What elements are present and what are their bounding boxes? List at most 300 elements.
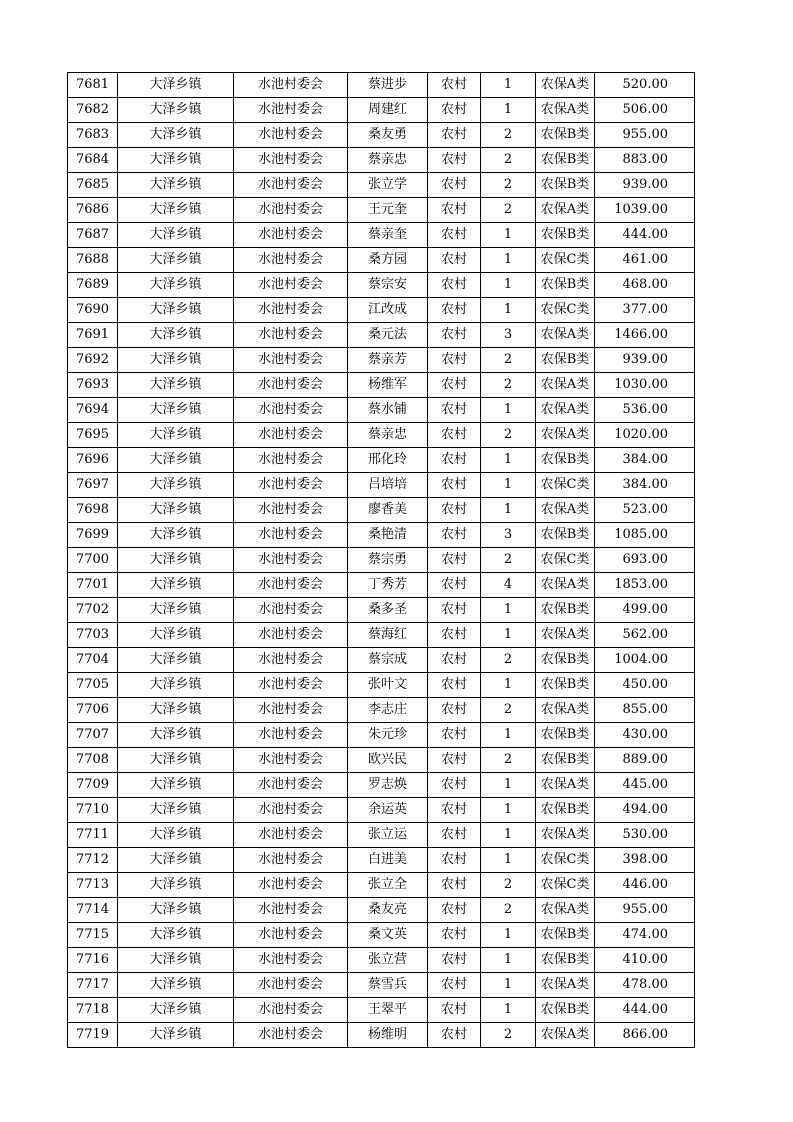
amount-cell: 478.00 [595, 973, 695, 998]
person-name-cell: 李志庄 [348, 698, 428, 723]
row-number-cell: 7711 [68, 823, 118, 848]
village-committee-cell: 水池村委会 [234, 173, 348, 198]
area-type-cell: 农村 [428, 848, 481, 873]
township-cell: 大泽乡镇 [118, 1023, 234, 1048]
township-cell: 大泽乡镇 [118, 673, 234, 698]
person-name-cell: 桑方园 [348, 248, 428, 273]
household-count-cell: 2 [481, 1023, 536, 1048]
township-cell: 大泽乡镇 [118, 373, 234, 398]
insurance-category-cell: 农保C类 [536, 298, 595, 323]
table-row [68, 648, 695, 673]
person-name-cell: 欧兴民 [348, 748, 428, 773]
village-committee-cell: 水池村委会 [234, 648, 348, 673]
village-committee-cell: 水池村委会 [234, 473, 348, 498]
household-count-cell: 1 [481, 823, 536, 848]
household-count-cell: 2 [481, 373, 536, 398]
insurance-category-cell: 农保B类 [536, 923, 595, 948]
household-count-cell: 2 [481, 173, 536, 198]
household-count-cell: 2 [481, 698, 536, 723]
insurance-category-cell: 农保A类 [536, 423, 595, 448]
table-row [68, 723, 695, 748]
area-type-cell: 农村 [428, 823, 481, 848]
household-count-cell: 1 [481, 773, 536, 798]
village-committee-cell: 水池村委会 [234, 248, 348, 273]
row-number-cell: 7685 [68, 173, 118, 198]
person-name-cell: 周建红 [348, 98, 428, 123]
person-name-cell: 丁秀芳 [348, 573, 428, 598]
village-committee-cell: 水池村委会 [234, 998, 348, 1023]
insurance-category-cell: 农保A类 [536, 373, 595, 398]
person-name-cell: 白进美 [348, 848, 428, 873]
household-count-cell: 1 [481, 923, 536, 948]
table-row [68, 973, 695, 998]
township-cell: 大泽乡镇 [118, 873, 234, 898]
table-row [68, 223, 695, 248]
insurance-category-cell: 农保B类 [536, 123, 595, 148]
row-number-cell: 7707 [68, 723, 118, 748]
insurance-category-cell: 农保A类 [536, 1023, 595, 1048]
township-cell: 大泽乡镇 [118, 223, 234, 248]
area-type-cell: 农村 [428, 948, 481, 973]
person-name-cell: 张立全 [348, 873, 428, 898]
row-number-cell: 7690 [68, 298, 118, 323]
area-type-cell: 农村 [428, 73, 481, 98]
area-type-cell: 农村 [428, 748, 481, 773]
amount-cell: 939.00 [595, 173, 695, 198]
village-committee-cell: 水池村委会 [234, 498, 348, 523]
insurance-category-cell: 农保A类 [536, 498, 595, 523]
row-number-cell: 7682 [68, 98, 118, 123]
row-number-cell: 7713 [68, 873, 118, 898]
township-cell: 大泽乡镇 [118, 123, 234, 148]
person-name-cell: 蔡雪兵 [348, 973, 428, 998]
table-row [68, 248, 695, 273]
township-cell: 大泽乡镇 [118, 573, 234, 598]
table-row [68, 673, 695, 698]
township-cell: 大泽乡镇 [118, 523, 234, 548]
area-type-cell: 农村 [428, 898, 481, 923]
person-name-cell: 张立学 [348, 173, 428, 198]
village-committee-cell: 水池村委会 [234, 623, 348, 648]
row-number-cell: 7697 [68, 473, 118, 498]
township-cell: 大泽乡镇 [118, 298, 234, 323]
insurance-category-cell: 农保A类 [536, 823, 595, 848]
village-committee-cell: 水池村委会 [234, 223, 348, 248]
table-row [68, 498, 695, 523]
row-number-cell: 7703 [68, 623, 118, 648]
area-type-cell: 农村 [428, 648, 481, 673]
area-type-cell: 农村 [428, 223, 481, 248]
person-name-cell: 王元奎 [348, 198, 428, 223]
amount-cell: 446.00 [595, 873, 695, 898]
table-row [68, 823, 695, 848]
household-count-cell: 2 [481, 123, 536, 148]
township-cell: 大泽乡镇 [118, 148, 234, 173]
village-committee-cell: 水池村委会 [234, 73, 348, 98]
row-number-cell: 7718 [68, 998, 118, 1023]
insurance-category-cell: 农保A类 [536, 898, 595, 923]
village-committee-cell: 水池村委会 [234, 423, 348, 448]
person-name-cell: 蔡水铺 [348, 398, 428, 423]
amount-cell: 536.00 [595, 398, 695, 423]
household-count-cell: 1 [481, 598, 536, 623]
township-cell: 大泽乡镇 [118, 73, 234, 98]
amount-cell: 1466.00 [595, 323, 695, 348]
household-count-cell: 2 [481, 348, 536, 373]
table-row [68, 148, 695, 173]
township-cell: 大泽乡镇 [118, 348, 234, 373]
row-number-cell: 7700 [68, 548, 118, 573]
row-number-cell: 7708 [68, 748, 118, 773]
village-committee-cell: 水池村委会 [234, 1023, 348, 1048]
village-committee-cell: 水池村委会 [234, 748, 348, 773]
village-committee-cell: 水池村委会 [234, 448, 348, 473]
area-type-cell: 农村 [428, 473, 481, 498]
person-name-cell: 廖香美 [348, 498, 428, 523]
table-row [68, 923, 695, 948]
person-name-cell: 蔡宗勇 [348, 548, 428, 573]
row-number-cell: 7699 [68, 523, 118, 548]
household-count-cell: 3 [481, 523, 536, 548]
table-row [68, 548, 695, 573]
insurance-category-cell: 农保A类 [536, 773, 595, 798]
amount-cell: 520.00 [595, 73, 695, 98]
insurance-category-cell: 农保A类 [536, 398, 595, 423]
table-row [68, 298, 695, 323]
village-committee-cell: 水池村委会 [234, 723, 348, 748]
table-row [68, 523, 695, 548]
person-name-cell: 蔡进步 [348, 73, 428, 98]
person-name-cell: 桑文英 [348, 923, 428, 948]
insurance-category-cell: 农保B类 [536, 448, 595, 473]
area-type-cell: 农村 [428, 148, 481, 173]
row-number-cell: 7715 [68, 923, 118, 948]
village-committee-cell: 水池村委会 [234, 123, 348, 148]
household-count-cell: 2 [481, 423, 536, 448]
area-type-cell: 农村 [428, 423, 481, 448]
area-type-cell: 农村 [428, 273, 481, 298]
table-row [68, 898, 695, 923]
area-type-cell: 农村 [428, 1023, 481, 1048]
insurance-category-cell: 农保B类 [536, 273, 595, 298]
insurance-category-cell: 农保B类 [536, 948, 595, 973]
township-cell: 大泽乡镇 [118, 98, 234, 123]
amount-cell: 855.00 [595, 698, 695, 723]
township-cell: 大泽乡镇 [118, 273, 234, 298]
row-number-cell: 7712 [68, 848, 118, 873]
area-type-cell: 农村 [428, 573, 481, 598]
person-name-cell: 桑友亮 [348, 898, 428, 923]
insurance-category-cell: 农保A类 [536, 98, 595, 123]
village-committee-cell: 水池村委会 [234, 598, 348, 623]
person-name-cell: 蔡宗成 [348, 648, 428, 673]
insurance-category-cell: 农保C类 [536, 548, 595, 573]
area-type-cell: 农村 [428, 923, 481, 948]
township-cell: 大泽乡镇 [118, 423, 234, 448]
household-count-cell: 1 [481, 498, 536, 523]
table-body [68, 73, 695, 1048]
area-type-cell: 农村 [428, 448, 481, 473]
row-number-cell: 7696 [68, 448, 118, 473]
amount-cell: 523.00 [595, 498, 695, 523]
household-count-cell: 1 [481, 398, 536, 423]
row-number-cell: 7692 [68, 348, 118, 373]
table-row [68, 448, 695, 473]
village-committee-cell: 水池村委会 [234, 973, 348, 998]
row-number-cell: 7688 [68, 248, 118, 273]
area-type-cell: 农村 [428, 348, 481, 373]
household-count-cell: 1 [481, 73, 536, 98]
township-cell: 大泽乡镇 [118, 448, 234, 473]
area-type-cell: 农村 [428, 523, 481, 548]
table-row [68, 848, 695, 873]
area-type-cell: 农村 [428, 398, 481, 423]
insurance-category-cell: 农保B类 [536, 998, 595, 1023]
table-row [68, 873, 695, 898]
amount-cell: 461.00 [595, 248, 695, 273]
amount-cell: 562.00 [595, 623, 695, 648]
insurance-category-cell: 农保A类 [536, 73, 595, 98]
household-count-cell: 1 [481, 473, 536, 498]
insurance-category-cell: 农保A类 [536, 698, 595, 723]
table-row [68, 1023, 695, 1048]
village-committee-cell: 水池村委会 [234, 298, 348, 323]
row-number-cell: 7686 [68, 198, 118, 223]
household-count-cell: 2 [481, 873, 536, 898]
row-number-cell: 7695 [68, 423, 118, 448]
table-row [68, 198, 695, 223]
area-type-cell: 农村 [428, 623, 481, 648]
row-number-cell: 7706 [68, 698, 118, 723]
person-name-cell: 吕培培 [348, 473, 428, 498]
village-committee-cell: 水池村委会 [234, 523, 348, 548]
village-committee-cell: 水池村委会 [234, 673, 348, 698]
area-type-cell: 农村 [428, 973, 481, 998]
amount-cell: 1030.00 [595, 373, 695, 398]
row-number-cell: 7714 [68, 898, 118, 923]
insurance-category-cell: 农保B类 [536, 798, 595, 823]
row-number-cell: 7710 [68, 798, 118, 823]
person-name-cell: 杨维明 [348, 1023, 428, 1048]
person-name-cell: 桑艳清 [348, 523, 428, 548]
area-type-cell: 农村 [428, 698, 481, 723]
person-name-cell: 蔡亲奎 [348, 223, 428, 248]
township-cell: 大泽乡镇 [118, 848, 234, 873]
household-count-cell: 1 [481, 948, 536, 973]
household-count-cell: 1 [481, 98, 536, 123]
township-cell: 大泽乡镇 [118, 623, 234, 648]
amount-cell: 693.00 [595, 548, 695, 573]
township-cell: 大泽乡镇 [118, 998, 234, 1023]
household-count-cell: 1 [481, 448, 536, 473]
household-count-cell: 3 [481, 323, 536, 348]
amount-cell: 866.00 [595, 1023, 695, 1048]
village-committee-cell: 水池村委会 [234, 148, 348, 173]
table-row [68, 598, 695, 623]
insurance-category-cell: 农保A类 [536, 198, 595, 223]
row-number-cell: 7687 [68, 223, 118, 248]
table-row [68, 748, 695, 773]
person-name-cell: 罗志焕 [348, 773, 428, 798]
township-cell: 大泽乡镇 [118, 723, 234, 748]
insurance-category-cell: 农保B类 [536, 223, 595, 248]
household-count-cell: 1 [481, 248, 536, 273]
household-count-cell: 1 [481, 848, 536, 873]
area-type-cell: 农村 [428, 673, 481, 698]
household-count-cell: 1 [481, 298, 536, 323]
row-number-cell: 7704 [68, 648, 118, 673]
household-count-cell: 2 [481, 648, 536, 673]
row-number-cell: 7717 [68, 973, 118, 998]
insurance-category-cell: 农保C类 [536, 873, 595, 898]
person-name-cell: 张叶文 [348, 673, 428, 698]
row-number-cell: 7701 [68, 573, 118, 598]
household-count-cell: 1 [481, 673, 536, 698]
insurance-category-cell: 农保B类 [536, 598, 595, 623]
row-number-cell: 7709 [68, 773, 118, 798]
row-number-cell: 7683 [68, 123, 118, 148]
table-row [68, 348, 695, 373]
table-row [68, 423, 695, 448]
person-name-cell: 张立运 [348, 823, 428, 848]
township-cell: 大泽乡镇 [118, 948, 234, 973]
table-row [68, 773, 695, 798]
township-cell: 大泽乡镇 [118, 548, 234, 573]
area-type-cell: 农村 [428, 98, 481, 123]
area-type-cell: 农村 [428, 373, 481, 398]
table-row [68, 473, 695, 498]
insurance-category-cell: 农保B类 [536, 348, 595, 373]
amount-cell: 377.00 [595, 298, 695, 323]
area-type-cell: 农村 [428, 723, 481, 748]
area-type-cell: 农村 [428, 198, 481, 223]
household-count-cell: 1 [481, 998, 536, 1023]
row-number-cell: 7705 [68, 673, 118, 698]
township-cell: 大泽乡镇 [118, 973, 234, 998]
insurance-category-cell: 农保B类 [536, 673, 595, 698]
village-committee-cell: 水池村委会 [234, 348, 348, 373]
area-type-cell: 农村 [428, 598, 481, 623]
amount-cell: 955.00 [595, 898, 695, 923]
household-count-cell: 1 [481, 623, 536, 648]
village-committee-cell: 水池村委会 [234, 873, 348, 898]
amount-cell: 1039.00 [595, 198, 695, 223]
area-type-cell: 农村 [428, 873, 481, 898]
amount-cell: 1020.00 [595, 423, 695, 448]
person-name-cell: 蔡海红 [348, 623, 428, 648]
household-count-cell: 1 [481, 798, 536, 823]
table-row [68, 123, 695, 148]
area-type-cell: 农村 [428, 248, 481, 273]
insurance-category-cell: 农保A类 [536, 973, 595, 998]
amount-cell: 430.00 [595, 723, 695, 748]
township-cell: 大泽乡镇 [118, 698, 234, 723]
amount-cell: 494.00 [595, 798, 695, 823]
table-row [68, 948, 695, 973]
household-count-cell: 1 [481, 723, 536, 748]
area-type-cell: 农村 [428, 548, 481, 573]
township-cell: 大泽乡镇 [118, 248, 234, 273]
row-number-cell: 7684 [68, 148, 118, 173]
person-name-cell: 桑友勇 [348, 123, 428, 148]
table-row [68, 623, 695, 648]
township-cell: 大泽乡镇 [118, 173, 234, 198]
area-type-cell: 农村 [428, 773, 481, 798]
person-name-cell: 邢化玲 [348, 448, 428, 473]
insurance-category-cell: 农保C类 [536, 848, 595, 873]
person-name-cell: 杨维军 [348, 373, 428, 398]
table-row [68, 73, 695, 98]
village-committee-cell: 水池村委会 [234, 848, 348, 873]
row-number-cell: 7689 [68, 273, 118, 298]
table-row [68, 323, 695, 348]
insurance-category-cell: 农保A类 [536, 573, 595, 598]
row-number-cell: 7702 [68, 598, 118, 623]
person-name-cell: 蔡亲芳 [348, 348, 428, 373]
area-type-cell: 农村 [428, 323, 481, 348]
area-type-cell: 农村 [428, 498, 481, 523]
person-name-cell: 江改成 [348, 298, 428, 323]
table-row [68, 398, 695, 423]
village-committee-cell: 水池村委会 [234, 323, 348, 348]
area-type-cell: 农村 [428, 298, 481, 323]
amount-cell: 445.00 [595, 773, 695, 798]
area-type-cell: 农村 [428, 173, 481, 198]
table-row [68, 98, 695, 123]
row-number-cell: 7716 [68, 948, 118, 973]
person-name-cell: 蔡亲忠 [348, 148, 428, 173]
village-committee-cell: 水池村委会 [234, 273, 348, 298]
insurance-category-cell: 农保B类 [536, 173, 595, 198]
table-row [68, 698, 695, 723]
area-type-cell: 农村 [428, 798, 481, 823]
amount-cell: 1085.00 [595, 523, 695, 548]
amount-cell: 939.00 [595, 348, 695, 373]
row-number-cell: 7681 [68, 73, 118, 98]
village-committee-cell: 水池村委会 [234, 198, 348, 223]
household-count-cell: 1 [481, 223, 536, 248]
area-type-cell: 农村 [428, 998, 481, 1023]
village-committee-cell: 水池村委会 [234, 373, 348, 398]
township-cell: 大泽乡镇 [118, 323, 234, 348]
person-name-cell: 桑元法 [348, 323, 428, 348]
village-committee-cell: 水池村委会 [234, 923, 348, 948]
village-committee-cell: 水池村委会 [234, 798, 348, 823]
township-cell: 大泽乡镇 [118, 648, 234, 673]
benefit-roster-table [67, 72, 695, 1048]
township-cell: 大泽乡镇 [118, 923, 234, 948]
village-committee-cell: 水池村委会 [234, 823, 348, 848]
amount-cell: 530.00 [595, 823, 695, 848]
insurance-category-cell: 农保A类 [536, 623, 595, 648]
village-committee-cell: 水池村委会 [234, 548, 348, 573]
household-count-cell: 1 [481, 973, 536, 998]
person-name-cell: 张立营 [348, 948, 428, 973]
insurance-category-cell: 农保B类 [536, 723, 595, 748]
household-count-cell: 2 [481, 148, 536, 173]
township-cell: 大泽乡镇 [118, 498, 234, 523]
village-committee-cell: 水池村委会 [234, 398, 348, 423]
insurance-category-cell: 农保C类 [536, 473, 595, 498]
village-committee-cell: 水池村委会 [234, 698, 348, 723]
row-number-cell: 7694 [68, 398, 118, 423]
insurance-category-cell: 农保B类 [536, 748, 595, 773]
amount-cell: 1853.00 [595, 573, 695, 598]
table-row [68, 798, 695, 823]
township-cell: 大泽乡镇 [118, 598, 234, 623]
amount-cell: 1004.00 [595, 648, 695, 673]
amount-cell: 384.00 [595, 473, 695, 498]
